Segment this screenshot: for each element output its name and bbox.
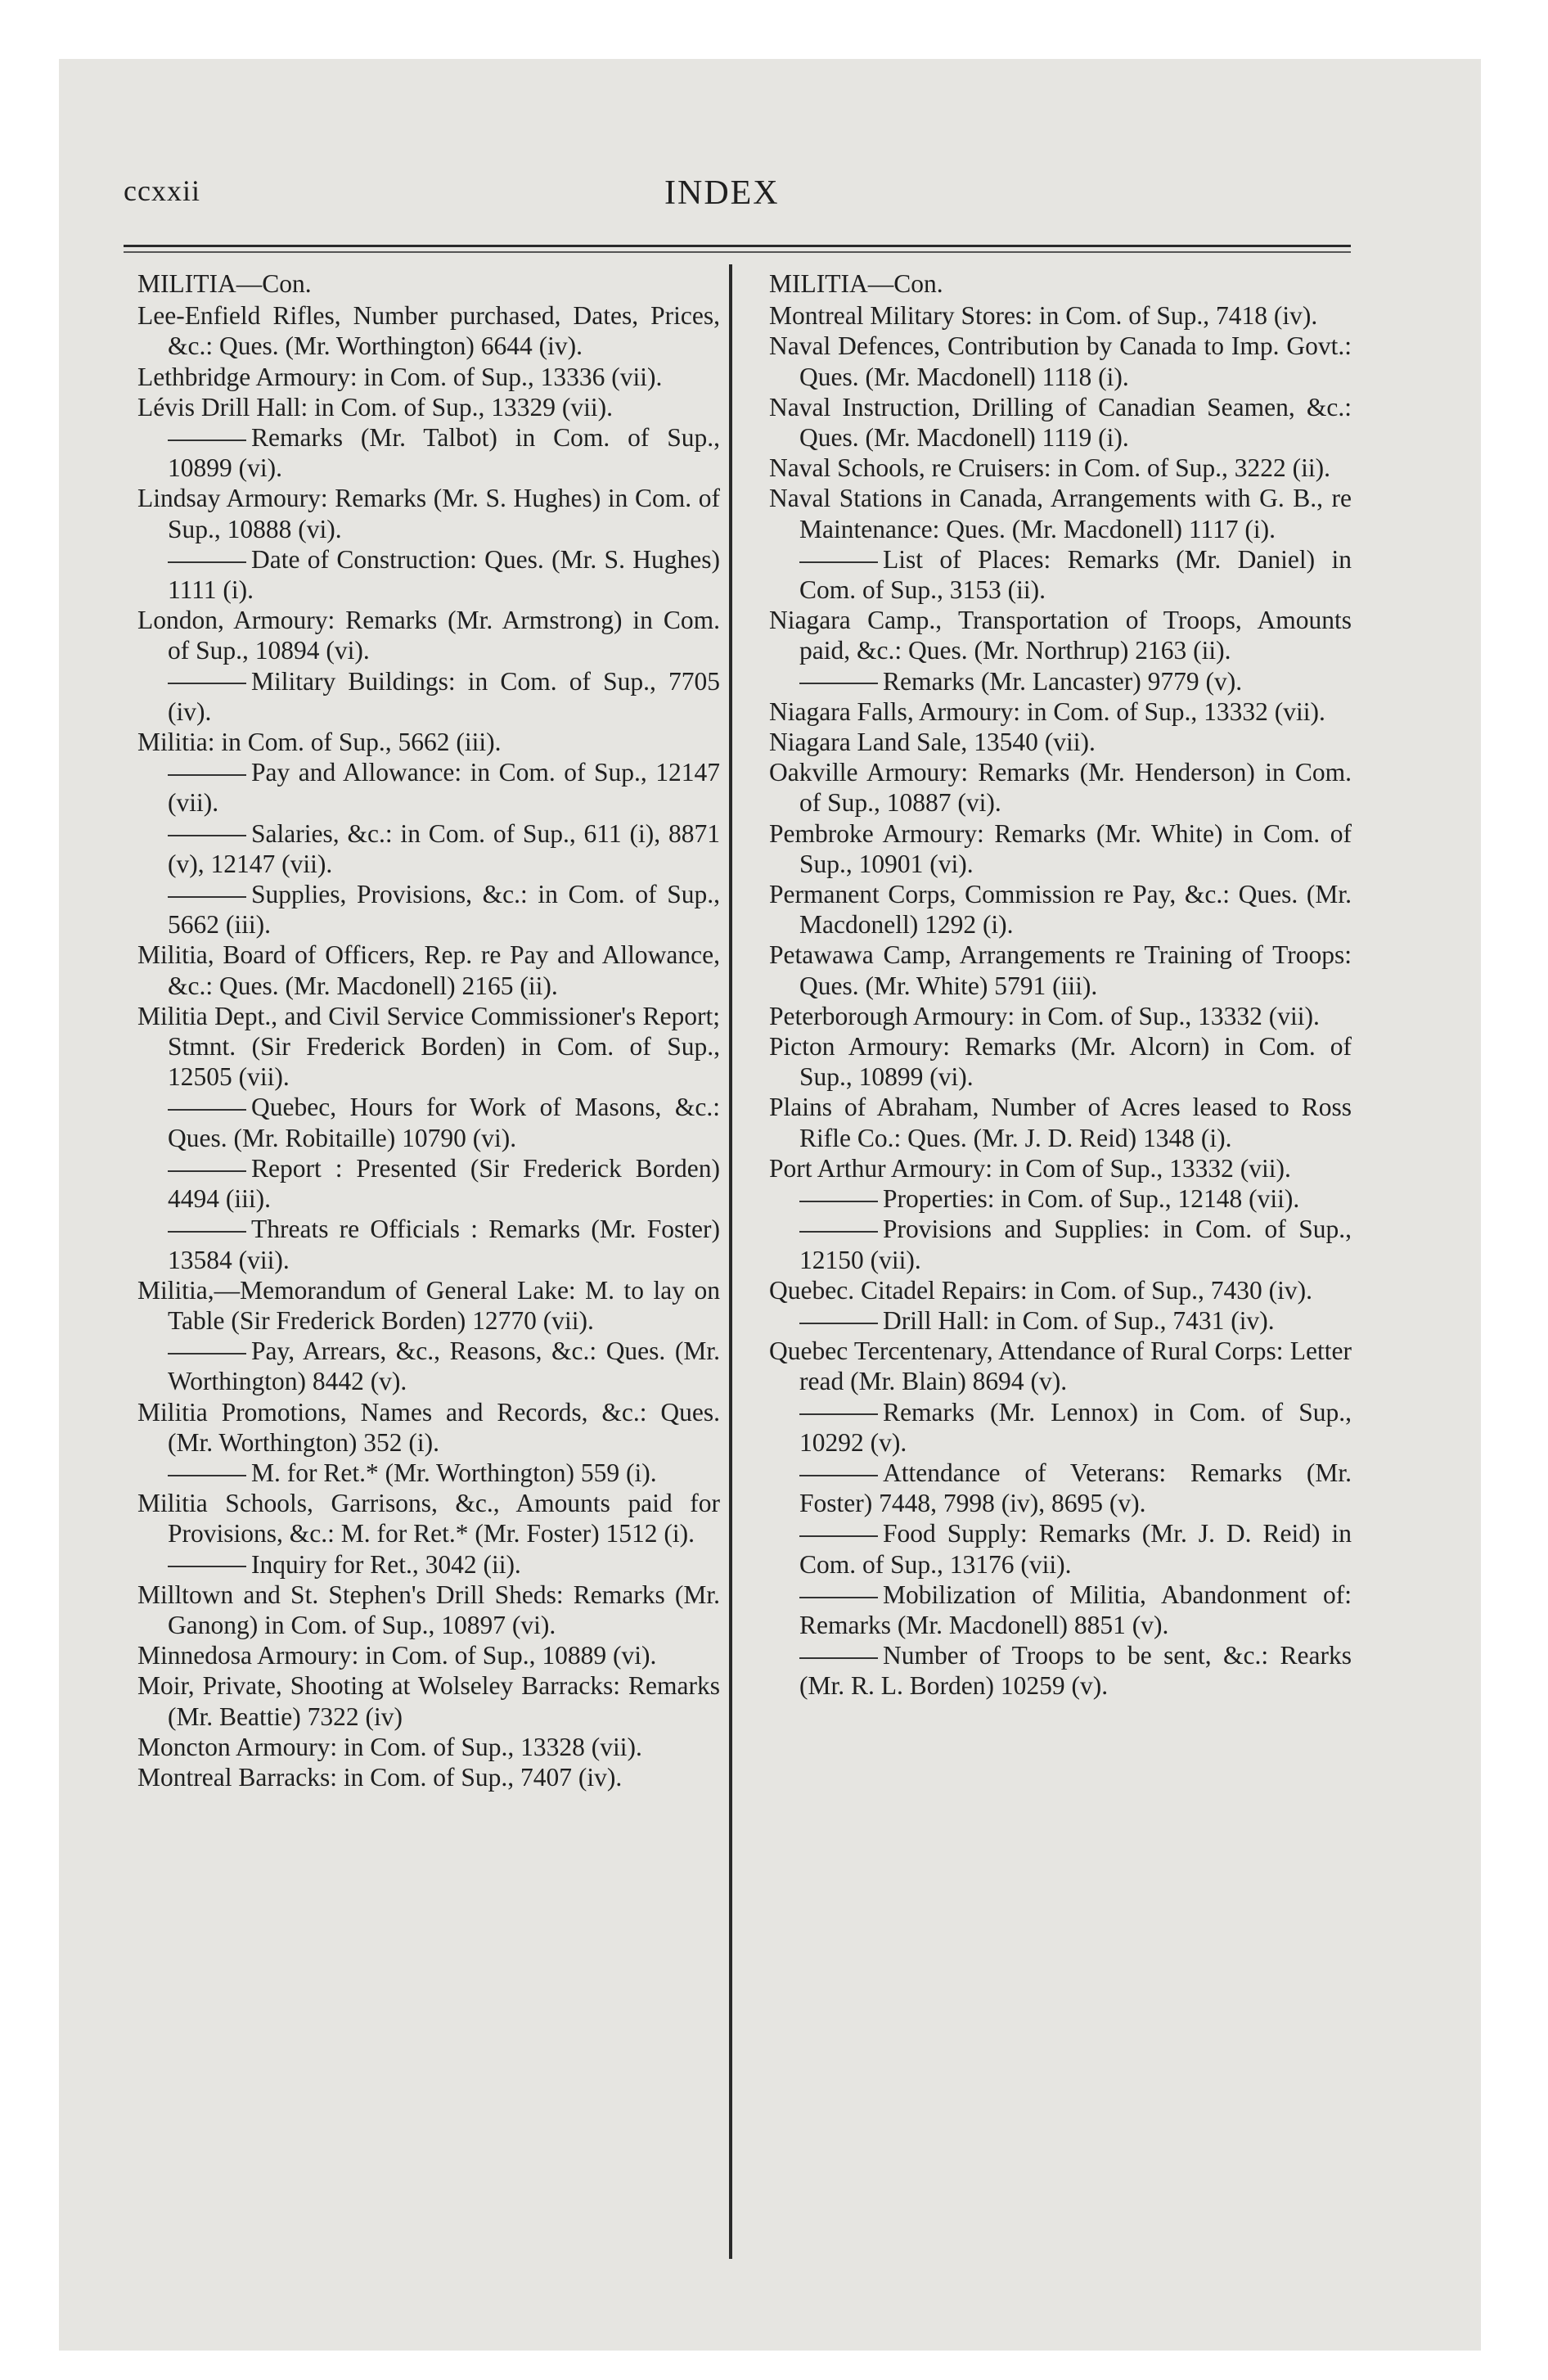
- index-entry: [137, 1670, 720, 1731]
- index-entry: [769, 483, 1352, 543]
- index-entry: [137, 1488, 720, 1548]
- index-entry: [137, 727, 720, 757]
- index-entry-text: Remarks (Mr. Lennox) in Com. of Sup., 10292 (v).: [799, 1397, 1352, 1457]
- ditto-dash: [168, 683, 246, 684]
- index-entry-text: Number of Troops to be sent, &c.: Rearks (Mr. R. L. Borden) 10259 (v).: [799, 1641, 1352, 1701]
- index-entry: [137, 1397, 720, 1458]
- index-entry: [769, 1580, 1352, 1640]
- index-entry: [769, 1001, 1352, 1031]
- index-entry-text: Pay, Arrears, &c., Reasons, &c.: Ques. (Mr. Worthington) 8442 (v).: [168, 1336, 720, 1396]
- index-entry-text: Food Supply: Remarks (Mr. J. D. Reid) in Com. of Sup., 13176 (vii).: [799, 1519, 1352, 1579]
- index-entry: [769, 1397, 1352, 1458]
- index-entry-text: Naval Schools, re Cruisers: in Com. of Sup., 3222 (ii).: [769, 453, 1330, 483]
- ditto-dash: [168, 1566, 246, 1567]
- index-entry-text: Properties: in Com. of Sup., 12148 (vii).: [883, 1184, 1300, 1214]
- index-entry-text: Militia: in Com. of Sup., 5662 (iii).: [137, 728, 502, 757]
- index-entry: [769, 1153, 1352, 1183]
- index-entry-text: Milltown and St. Stephen's Drill Sheds: Remarks (Mr. Ganong) in Com. of Sup., 10897 (vi).: [137, 1580, 720, 1639]
- index-entry-text: Lévis Drill Hall: in Com. of Sup., 13329 (vii).: [137, 392, 613, 421]
- page-title: INDEX: [664, 174, 780, 212]
- index-entry: [137, 1001, 720, 1093]
- index-entry-text: Naval Defences, Contribution by Canada to Imp. Govt.: Ques. (Mr. Macdonell) 1118 (i).: [769, 331, 1352, 391]
- index-entry-text: Port Arthur Armoury: in Com of Sup., 13332 (vii).: [769, 1153, 1291, 1183]
- index-entry-text: M. for Ret.* (Mr. Worthington) 559 (i).: [251, 1458, 657, 1487]
- index-entry-text: Supplies, Provisions, &c.: in Com. of Sup., 5662 (iii).: [168, 880, 720, 940]
- index-entry-text: Niagara Camp., Transportation of Troops, Amounts paid, &c.: Ques. (Mr. Northrup) 2163 (ii).: [769, 606, 1352, 665]
- index-entry-text: Moncton Armoury: in Com. of Sup., 13328 (vii).: [137, 1732, 642, 1761]
- index-entry-text: Militia Dept., and Civil Service Commissioner's Report; Stmnt. (Sir Frederick Borden) in Com. of Sup., 12505 (vii).: [137, 1001, 720, 1092]
- index-entry-text: Quebec. Citadel Repairs: in Com. of Sup., 7430 (iv).: [769, 1275, 1313, 1305]
- index-entry: [769, 1092, 1352, 1152]
- index-entry-text: Provisions and Supplies: in Com. of Sup., 12150 (vii).: [799, 1215, 1352, 1274]
- ditto-dash: [799, 1413, 878, 1415]
- header-rule-secondary: [124, 251, 1351, 253]
- ditto-dash: [799, 1201, 878, 1202]
- ditto-dash: [799, 1231, 878, 1233]
- index-entry-text: Niagara Falls, Armoury: in Com. of Sup., 13332 (vii).: [769, 696, 1325, 726]
- index-entry: [769, 453, 1352, 483]
- index-entry-text: Naval Instruction, Drilling of Canadian Seamen, &c.: Ques. (Mr. Macdonell) 1119 (i).: [769, 392, 1352, 453]
- index-entry: [769, 300, 1352, 331]
- index-entry: [769, 1458, 1352, 1518]
- index-entry: [137, 1275, 720, 1336]
- index-entry: [137, 1153, 720, 1214]
- index-entry-text: Oakville Armoury: Remarks (Mr. Henderson) in Com. of Sup., 10887 (vi).: [769, 758, 1352, 818]
- ditto-dash: [799, 1323, 878, 1324]
- index-entry: [137, 422, 720, 483]
- header-rule: [124, 245, 1351, 247]
- ditto-dash: [168, 1353, 246, 1355]
- ditto-dash: [168, 896, 246, 898]
- index-entry-text: List of Places: Remarks (Mr. Daniel) in Com. of Sup., 3153 (ii).: [799, 544, 1352, 605]
- index-entry-text: Lindsay Armoury: Remarks (Mr. S. Hughes) in Com. of Sup., 10888 (vi).: [137, 484, 720, 543]
- ditto-dash: [799, 561, 878, 563]
- ditto-dash: [168, 835, 246, 836]
- index-entry: [137, 1732, 720, 1762]
- index-entry: [137, 544, 720, 605]
- index-entry-text: Quebec, Hours for Work of Masons, &c.: Ques. (Mr. Robitaille) 10790 (vi).: [168, 1093, 720, 1152]
- index-entry: [769, 666, 1352, 696]
- ditto-dash: [799, 683, 878, 684]
- index-entry: [769, 1518, 1352, 1579]
- right-entries-list: [769, 300, 1352, 1701]
- index-entry: [769, 696, 1352, 727]
- index-entry-text: Lethbridge Armoury: in Com. of Sup., 13336 (vii).: [137, 362, 663, 391]
- index-entry-text: Montreal Military Stores: in Com. of Sup., 7418 (iv).: [769, 301, 1318, 331]
- index-entry-text: Militia Promotions, Names and Records, &c.: Ques. (Mr. Worthington) 352 (i).: [137, 1397, 720, 1457]
- index-entry: [769, 605, 1352, 665]
- right-column-heading: MILITIA—Con.: [769, 269, 943, 298]
- index-entry-text: Remarks (Mr. Talbot) in Com. of Sup., 10899 (vi).: [168, 423, 720, 483]
- index-entry-text: Date of Construction: Ques. (Mr. S. Hughes) 1111 (i).: [168, 544, 720, 605]
- ditto-dash: [168, 1109, 246, 1111]
- index-entry: [769, 1336, 1352, 1396]
- index-entry: [137, 392, 720, 422]
- index-entry: [137, 666, 720, 727]
- left-column-heading: MILITIA—Con.: [137, 269, 312, 298]
- index-entry-text: Lee-Enfield Rifles, Number purchased, Dates, Prices, &c.: Ques. (Mr. Worthington) 6644 (iv).: [137, 301, 720, 361]
- ditto-dash: [168, 1231, 246, 1233]
- column-divider: [729, 264, 732, 2259]
- index-entry: [137, 1092, 720, 1152]
- page-number: ccxxii: [124, 174, 200, 207]
- index-entry: [137, 1549, 720, 1580]
- index-entry: [769, 727, 1352, 757]
- index-entry-text: Remarks (Mr. Lancaster) 9779 (v).: [883, 666, 1243, 696]
- index-entry-text: Naval Stations in Canada, Arrangements with G. B., re Maintenance: Ques. (Mr. Macdonell) 1117 (i).: [769, 484, 1352, 543]
- ditto-dash: [168, 561, 246, 563]
- index-entry: [137, 757, 720, 818]
- index-entry: [137, 1580, 720, 1640]
- ditto-dash: [168, 774, 246, 776]
- ditto-dash: [799, 1535, 878, 1537]
- index-entry-text: Petawawa Camp, Arrangements re Training of Troops: Ques. (Mr. White) 5791 (iii).: [769, 940, 1352, 1000]
- index-entry-text: Minnedosa Armoury: in Com. of Sup., 10889 (vi).: [137, 1641, 657, 1670]
- index-entry: [769, 879, 1352, 940]
- index-entry-text: Montreal Barracks: in Com. of Sup., 7407 (iv).: [137, 1762, 623, 1792]
- index-entry: [137, 483, 720, 543]
- index-entry-text: Permanent Corps, Commission re Pay, &c.: Ques. (Mr. Macdonell) 1292 (i).: [769, 880, 1352, 940]
- index-entry-text: Military Buildings: in Com. of Sup., 7705 (iv).: [168, 666, 720, 726]
- index-entry-text: Peterborough Armoury: in Com. of Sup., 13332 (vii).: [769, 1001, 1320, 1030]
- left-column: [137, 268, 720, 1792]
- index-entry: [769, 544, 1352, 605]
- index-entry: [769, 1031, 1352, 1092]
- index-entry: [137, 1336, 720, 1396]
- index-entry-text: Threats re Officials : Remarks (Mr. Foster) 13584 (vii).: [168, 1215, 720, 1274]
- index-entry-text: Picton Armoury: Remarks (Mr. Alcorn) in Com. of Sup., 10899 (vi).: [769, 1032, 1352, 1092]
- ditto-dash: [168, 439, 246, 441]
- index-entry-text: Salaries, &c.: in Com. of Sup., 611 (i), 8871 (v), 12147 (vii).: [168, 818, 720, 878]
- index-entry-text: Report : Presented (Sir Frederick Borden) 4494 (iii).: [168, 1153, 720, 1214]
- index-entry-text: Moir, Private, Shooting at Wolseley Barracks: Remarks (Mr. Beattie) 7322 (iv): [137, 1671, 720, 1731]
- index-entry: [769, 1275, 1352, 1305]
- index-entry-text: Militia Schools, Garrisons, &c., Amounts paid for Provisions, &c.: M. for Ret.* (Mr. Foster) 1512 (i).: [137, 1489, 720, 1548]
- index-entry-text: London, Armoury: Remarks (Mr. Armstrong) in Com. of Sup., 10894 (vi).: [137, 606, 720, 665]
- index-entry: [137, 605, 720, 665]
- ditto-dash: [799, 1597, 878, 1598]
- index-entry-text: Drill Hall: in Com. of Sup., 7431 (iv).: [883, 1305, 1275, 1335]
- index-entry: [769, 940, 1352, 1000]
- index-entry: [137, 1762, 720, 1792]
- index-entry: [137, 1458, 720, 1488]
- index-entry-text: Mobilization of Militia, Abandonment of: Remarks (Mr. Macdonell) 8851 (v).: [799, 1580, 1352, 1639]
- index-entry: [769, 1214, 1352, 1274]
- right-column: [769, 268, 1352, 1702]
- index-entry: [769, 392, 1352, 453]
- index-entry: [137, 1214, 720, 1274]
- index-entry: [769, 331, 1352, 391]
- index-entry-text: Quebec Tercentenary, Attendance of Rural Corps: Letter read (Mr. Blain) 8694 (v).: [769, 1336, 1352, 1396]
- index-entry-text: Militia, Board of Officers, Rep. re Pay and Allowance, &c.: Ques. (Mr. Macdonell) 2165 (ii).: [137, 940, 720, 1000]
- left-entries-list: [137, 300, 720, 1792]
- index-entry: [137, 940, 720, 1000]
- ditto-dash: [168, 1475, 246, 1476]
- index-entry: [769, 757, 1352, 818]
- index-entry: [769, 1183, 1352, 1214]
- index-entry-text: Plains of Abraham, Number of Acres leased to Ross Rifle Co.: Ques. (Mr. J. D. Reid) 1348 (i).: [769, 1093, 1352, 1152]
- index-entry: [769, 1640, 1352, 1701]
- index-entry: [137, 1640, 720, 1670]
- index-entry-text: Niagara Land Sale, 13540 (vii).: [769, 728, 1096, 757]
- index-entry-text: Pembroke Armoury: Remarks (Mr. White) in Com. of Sup., 10901 (vi).: [769, 818, 1352, 878]
- index-entry: [769, 1305, 1352, 1336]
- index-entry: [137, 818, 720, 879]
- index-entry-text: Militia,—Memorandum of General Lake: M. to lay on Table (Sir Frederick Borden) 12770 (vii).: [137, 1275, 720, 1335]
- index-entry: [137, 362, 720, 392]
- index-entry: [769, 818, 1352, 879]
- ditto-dash: [799, 1657, 878, 1659]
- index-entry: [137, 300, 720, 361]
- index-entry-text: Pay and Allowance: in Com. of Sup., 12147 (vii).: [168, 758, 720, 818]
- ditto-dash: [799, 1475, 878, 1476]
- index-entry-text: Inquiry for Ret., 3042 (ii).: [251, 1549, 521, 1579]
- index-entry-text: Attendance of Veterans: Remarks (Mr. Foster) 7448, 7998 (iv), 8695 (v).: [799, 1458, 1352, 1518]
- index-entry: [137, 879, 720, 940]
- ditto-dash: [168, 1170, 246, 1172]
